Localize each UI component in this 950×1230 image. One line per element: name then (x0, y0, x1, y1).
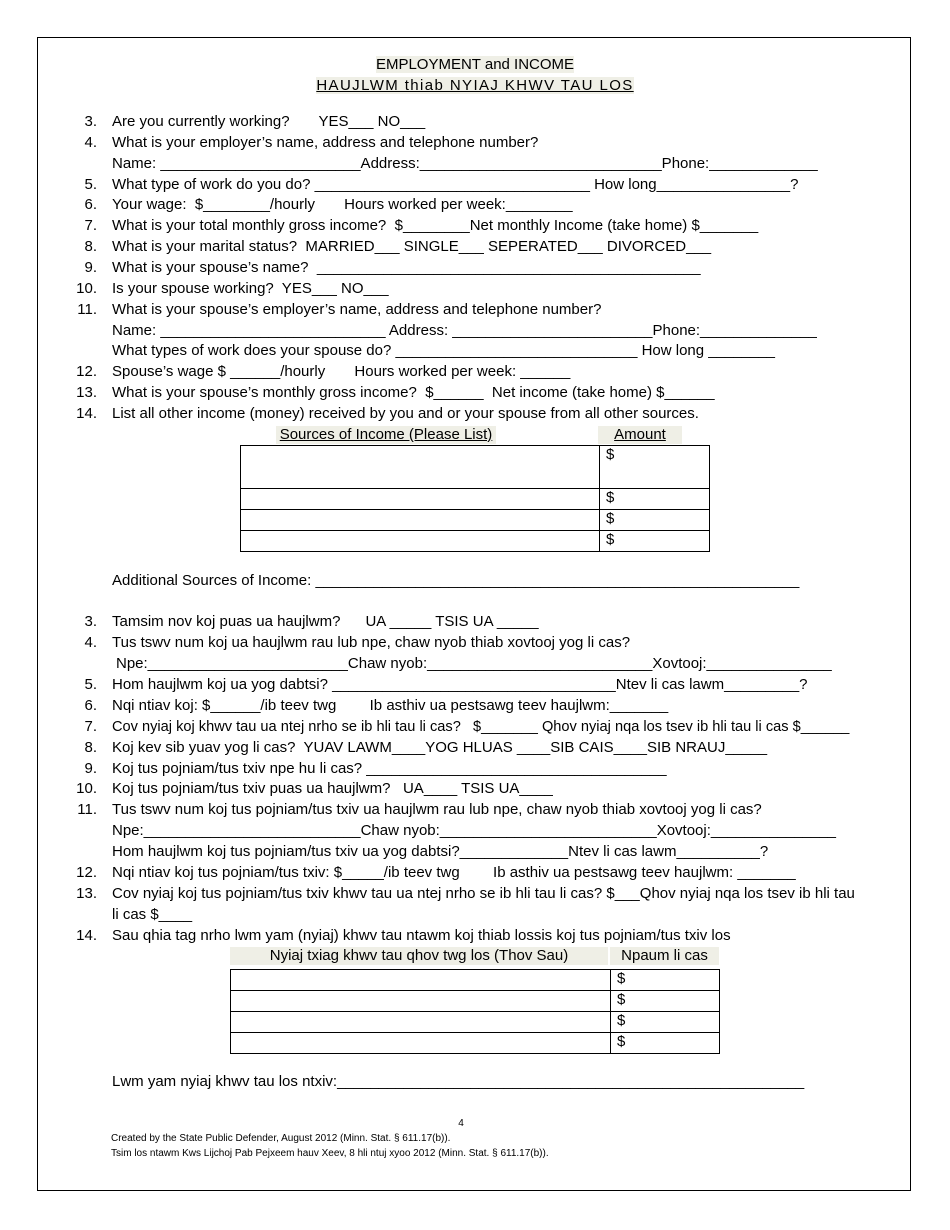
hm-q13: Cov nyiaj koj tus pojniam/tus txiv khwv tau ua ntej nrho se ib hli tau li cas? $___Qhov nyiaj nqa los tsev ib hli tau (112, 885, 855, 902)
hm-q5: Hom haujlwm koj ua yog dabtsi? __________________________________Ntev li cas lawm_________? (112, 676, 808, 693)
hm-q11-number: 11. (77, 801, 97, 818)
hm-table-header-amount: Npaum li cas (610, 947, 719, 965)
q9-number: 9. (84, 259, 97, 276)
source-cell[interactable] (231, 991, 611, 1012)
q8-marital-status: What is your marital status? MARRIED___ SINGLE___ SEPERATED___ DIVORCED___ (112, 238, 712, 255)
title-english: EMPLOYMENT and INCOME (375, 56, 575, 73)
source-cell[interactable] (231, 970, 611, 991)
q11-spouse-employer-fields: Name: ___________________________ Address: ________________________Phone:______________ (112, 322, 817, 339)
q5-number: 5. (84, 176, 97, 193)
q8-number: 8. (84, 238, 97, 255)
hm-q6: Nqi ntiav koj: $______/ib teev twg Ib asthiv ua pestsawg teev haujlwm:_______ (112, 697, 669, 714)
income-table (240, 445, 710, 552)
hm-q5-number: 5. (84, 676, 97, 693)
q7-number: 7. (84, 217, 97, 234)
hm-q4-fields: Npe:________________________Chaw nyob:___________________________Xovtooj:_______________ (116, 655, 832, 672)
q11-spouse-employer: What is your spouse’s employer’s name, address and telephone number? (112, 301, 602, 318)
q3-currently-working: Are you currently working? YES___ NO___ (112, 113, 426, 130)
source-cell[interactable] (241, 446, 600, 489)
source-cell[interactable] (241, 489, 600, 510)
q13-spouse-income: What is your spouse’s monthly gross income? $______ Net income (take home) $______ (112, 384, 715, 401)
hm-q8-number: 8. (84, 739, 97, 756)
q12-number: 12. (76, 363, 97, 380)
table-row (241, 510, 710, 531)
amount-cell[interactable]: $ (611, 991, 720, 1012)
hm-q11-fields: Npe:__________________________Chaw nyob:__________________________Xovtooj:_______________ (112, 822, 837, 839)
additional-sources: Additional Sources of Income: __________________________________________________________ (112, 572, 800, 589)
hm-q12: Nqi ntiav koj tus pojniam/tus txiv: $_____/ib teev twg Ib asthiv ua pestsawg teev haujlwm: _______ (112, 864, 796, 881)
q9-spouse-name: What is your spouse’s name? ______________________________________________ (112, 259, 701, 276)
q11-spouse-work-type: What types of work does your spouse do? _____________________________ How long ________ (112, 342, 776, 359)
q5-work-type: What type of work do you do? _________________________________ How long________________? (112, 176, 799, 193)
table-row (241, 489, 710, 510)
hm-q4: Tus tswv num koj ua haujlwm rau lub npe, chaw nyob thiab xovtooj yog li cas? (112, 634, 631, 651)
q6-wage: Your wage: $________/hourly Hours worked per week:________ (112, 196, 573, 213)
amount-cell[interactable]: $ (611, 1012, 720, 1033)
table-row (241, 446, 710, 489)
table-row (241, 531, 710, 552)
hm-q9-number: 9. (84, 760, 97, 777)
source-cell[interactable] (231, 1012, 611, 1033)
hm-q12-number: 12. (76, 864, 97, 881)
table-row (231, 991, 720, 1012)
hm-q9: Koj tus pojniam/tus txiv npe hu li cas? ____________________________________ (112, 760, 667, 777)
hm-q7-number: 7. (84, 718, 97, 735)
q13-number: 13. (76, 384, 97, 401)
q11-number: 11. (77, 301, 97, 318)
hm-q8: Koj kev sib yuav yog li cas? YUAV LAWM____YOG HLUAS ____SIB CAIS____SIB NRAUJ_____ (112, 739, 768, 756)
amount-cell[interactable]: $ (600, 446, 710, 489)
amount-cell[interactable]: $ (600, 489, 710, 510)
amount-cell[interactable]: $ (600, 510, 710, 531)
q7-monthly-income: What is your total monthly gross income? $________Net monthly Income (take home) $_______ (112, 217, 759, 234)
page-number: 4 (458, 1118, 464, 1129)
hm-q7: Cov nyiaj koj khwv tau ua ntej nrho se ib hli tau li cas? $_______ Qhov nyiaj nqa los tsev ib hli tau li cas $______ (112, 719, 850, 735)
hm-q11: Tus tswv num koj tus pojniam/tus txiv ua haujlwm rau lub npe, chaw nyob thiab xovtooj yog li cas? (112, 801, 762, 818)
hm-table-header-sources: Nyiaj txiag khwv tau qhov twg los (Thov Sau) (230, 947, 608, 965)
hm-q10-number: 10. (76, 780, 97, 797)
hm-q6-number: 6. (84, 697, 97, 714)
source-cell[interactable] (241, 510, 600, 531)
hm-q13-number: 13. (76, 885, 97, 902)
hm-q14: Sau qhia tag nrho lwm yam (nyiaj) khwv tau ntawm koj thiab lossis koj tus pojniam/tus txiv los (112, 927, 731, 944)
amount-cell[interactable]: $ (611, 970, 720, 991)
source-cell[interactable] (231, 1033, 611, 1054)
q10-spouse-working: Is your spouse working? YES___ NO___ (112, 280, 389, 297)
amount-cell[interactable]: $ (611, 1033, 720, 1054)
table-row (231, 1033, 720, 1054)
hm-q4-number: 4. (84, 634, 97, 651)
table-row (231, 970, 720, 991)
hm-q11-work-type: Hom haujlwm koj tus pojniam/tus txiv ua yog dabtsi?_____________Ntev li cas lawm__________? (112, 843, 769, 860)
q4-employer-fields: Name: ________________________Address:_____________________________Phone:_____________ (112, 155, 818, 172)
hm-additional-sources: Lwm yam nyiaj khwv tau los ntxiv:________________________________________________________ (112, 1073, 805, 1090)
amount-cell[interactable]: $ (600, 531, 710, 552)
q12-spouse-wage: Spouse’s wage $ ______/hourly Hours worked per week: ______ (112, 363, 571, 380)
source-cell[interactable] (241, 531, 600, 552)
q14-other-income: List all other income (money) received by you and or your spouse from all other sources. (112, 405, 699, 422)
hm-income-table (230, 969, 720, 1054)
q10-number: 10. (76, 280, 97, 297)
income-table-header-amount: Amount (598, 426, 682, 444)
q4-number: 4. (84, 134, 97, 151)
hm-q3: Tamsim nov koj puas ua haujlwm? UA _____ TSIS UA _____ (112, 613, 539, 630)
hm-q3-number: 3. (84, 613, 97, 630)
table-row (231, 1012, 720, 1033)
q3-number: 3. (84, 113, 97, 130)
hm-q10: Koj tus pojniam/tus txiv puas ua haujlwm? UA____ TSIS UA____ (112, 780, 553, 797)
q4-employer: What is your employer’s name, address and telephone number? (112, 134, 539, 151)
hm-q13-cont: li cas $____ (112, 906, 193, 923)
q14-number: 14. (76, 405, 97, 422)
income-table-header-sources: Sources of Income (Please List) (276, 426, 496, 444)
footer-credit-english: Created by the State Public Defender, August 2012 (Minn. Stat. § 611.17(b)). (111, 1133, 451, 1144)
q6-number: 6. (84, 196, 97, 213)
title-hmong: HAUJLWM thiab NYIAJ KHWV TAU LOS (316, 77, 634, 94)
hm-q14-number: 14. (76, 927, 97, 944)
footer-credit-hmong: Tsim los ntawm Kws Lijchoj Pab Pejxeem hauv Xeev, 8 hli ntuj xyoo 2012 (Minn. Stat. § 611.17(b)). (111, 1148, 549, 1159)
